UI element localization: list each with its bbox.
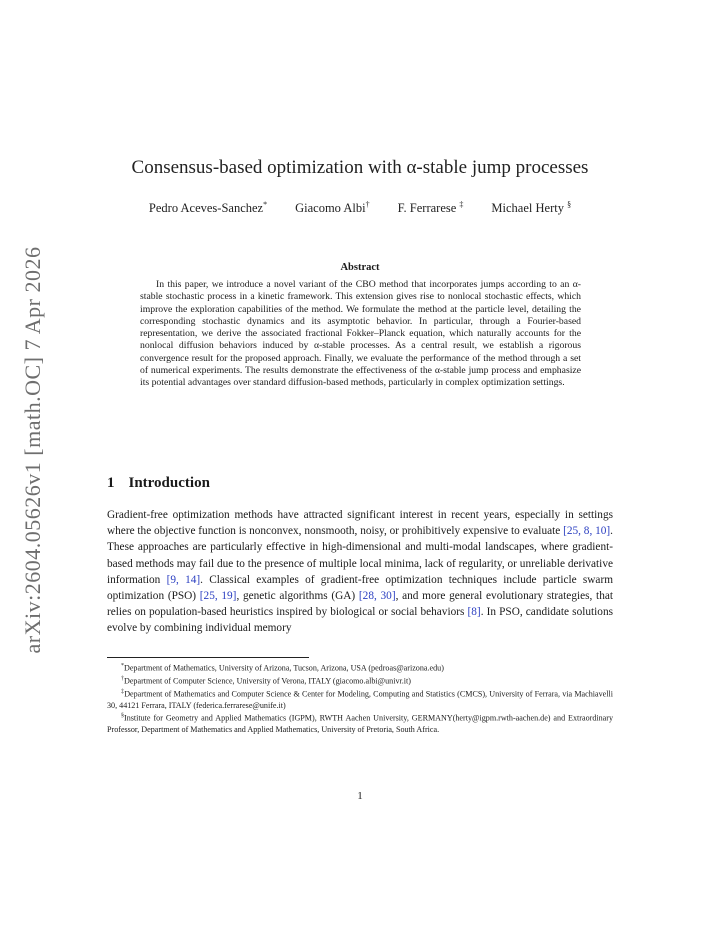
citation-link[interactable]: [8] bbox=[467, 606, 481, 619]
paper-title: Consensus-based optimization with α-stable jump processes bbox=[131, 157, 589, 178]
page-number: 1 bbox=[357, 790, 363, 802]
abstract-heading: Abstract bbox=[340, 262, 380, 273]
citation-link[interactable]: [25, 19] bbox=[199, 590, 237, 603]
author: F. Ferrarese ‡ bbox=[397, 200, 464, 216]
footnote-mark[interactable]: § bbox=[567, 200, 572, 209]
author-list bbox=[0, 200, 720, 216]
section-number: 1 bbox=[107, 475, 115, 491]
footnote: *Department of Mathematics, University of Arizona, Tucson, Arizona, USA (pedroas@arizona.edu) bbox=[121, 663, 444, 673]
arxiv-side-label bbox=[8, 246, 58, 654]
section-title: Introduction bbox=[128, 475, 210, 491]
intro-paragraph: Gradient-free optimization methods have attracted significant interest in recent years, especially in settings where the objective function is nonconvex, nonsmooth, noisy, or prohibitively expensive to evaluate [25, 8, 10]. These approaches are particularly effective in high-dimensional and multi-modal landscapes, where gradient-based methods may fail due to the presence of multiple local minima, lack of regularity, or unreliable derivative information [9, 14]. Classical examples of gradient-free optimization techniques include particle swarm optimization (PSO) [25, 19], genetic algorithms (GA) [28, 30], and more general evolutionary strategies, that relies on population-based heuristics inspired by biological or social behaviors [8]. In PSO, candidate solutions evolve by combining individual memory bbox=[107, 509, 613, 635]
citation-link[interactable]: [9, 14] bbox=[166, 573, 201, 586]
footnote-divider bbox=[107, 657, 309, 658]
section-heading bbox=[107, 475, 210, 492]
author: Michael Herty § bbox=[491, 200, 572, 216]
footnote-mark[interactable]: * bbox=[263, 200, 268, 209]
author: Pedro Aceves-Sanchez* bbox=[148, 200, 268, 216]
citation-link[interactable]: [28, 30] bbox=[358, 590, 396, 603]
arxiv-identifier: arXiv:2604.05626v1 [math.OC] 7 Apr 2026 bbox=[20, 246, 45, 654]
citation-link[interactable]: [25, 8, 10] bbox=[563, 525, 611, 538]
abstract-body: In this paper, we introduce a novel variant of the CBO method that incorporates jumps according to an α-stable stochastic process in a kinetic framework. This extension gives rise to nonlocal stochastic effects, which improve the exploration capabilities of the method. We formulate the method at the particle level, detailing the corresponding stochastic dynamics and its asymptotic behavior. In particular, through a Fourier-based representation, we derive the associated fractional Fokker–Planck equation, which naturally accounts for the nonlocal diffusion behaviors induced by α-stable processes. As a central result, we establish a rigorous convergence result for the proposed approach. Finally, we evaluate the performance of the method through a set of numerical experiments. The results demonstrate the effectiveness of the α-stable jump process and emphasize its potential advantages over standard diffusion-based methods, particularly in complex optimization settings. bbox=[140, 279, 581, 389]
author: Giacomo Albi† bbox=[295, 200, 370, 216]
footnotes bbox=[107, 661, 613, 735]
footnote-mark[interactable]: † bbox=[365, 200, 370, 209]
footnote: §Institute for Geometry and Applied Mathematics (IGPM), RWTH Aachen University, GERMANY(herty@igpm.rwth-aachen.de) and Extraordinary Professor, Department of Mathematics and Applied Mathematics, University of Pretoria, South Africa. bbox=[107, 712, 613, 734]
footnote: †Department of Computer Science, University of Verona, ITALY (giacomo.albi@univr.it) bbox=[121, 675, 411, 686]
footnote: ‡Department of Mathematics and Computer Science & Center for Modeling, Computing and Statistics (CMCS), University of Ferrara, via Machiavelli 30, 44121 Ferrara, ITALY (federica.ferrarese@unife.it) bbox=[107, 688, 614, 710]
footnote-mark[interactable]: ‡ bbox=[459, 200, 464, 209]
